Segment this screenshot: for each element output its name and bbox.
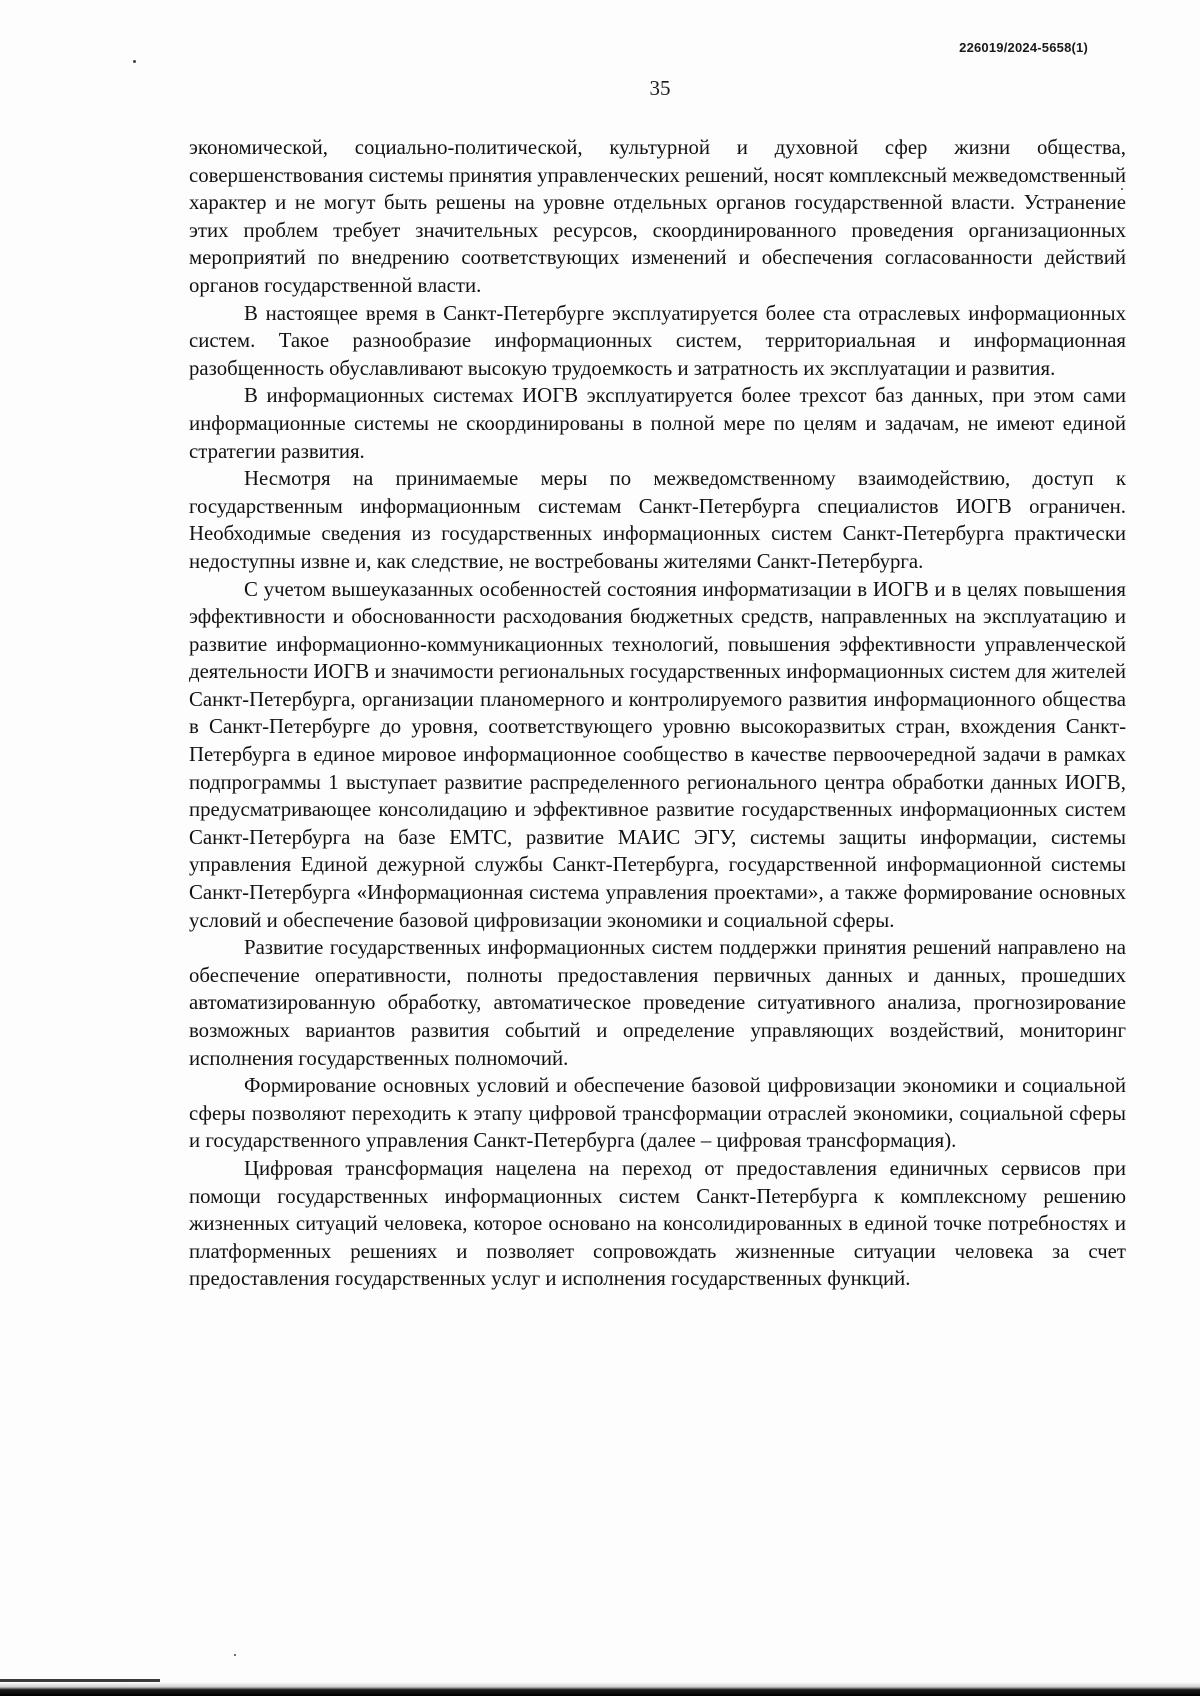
paragraph: С учетом вышеуказанных особенностей состояния информатизации в ИОГВ и в целях повышения эффективности и обоснованности расходования бюджетных средств, направленных на эксплуатацию и развитие информационно-коммуникационных технологий, повышения эффективности управленческой деятельности ИОГВ и значимости региональных государственных информационных систем для жителей Санкт-Петербурга, организации планомерного и контролируемого развития информационного общества в Санкт-Петербурге до уровня, соответствующего уровню высокоразвитых стран, вхождения Санкт-Петербурга в единое мировое информационное сообщество в качестве первоочередной задачи в рамках подпрограммы 1 выступает развитие распределенного регионального центра обработки данных ИОГВ, предусматривающее консолидацию и эффективное развитие государственных информационных систем Санкт-Петербурга на базе ЕМТС, развитие МАИС ЭГУ, системы защиты информации, системы управления Единой дежурной службы Санкт-Петербурга, государственной информационной системы Санкт-Петербурга «Информационная система управления проектами», а также формирование основных условий и обеспечение базовой цифровизации экономики и социальной сферы. (189, 577, 1126, 932)
scan-speck (133, 60, 136, 63)
paragraph: В настоящее время в Санкт-Петербурге эксплуатируется более ста отраслевых информационных систем. Такое разнообразие информационных систем, территориальная и информационная разобщенность обуславливают высокую трудоемкость и затратность их эксплуатации и развития. (189, 301, 1126, 380)
paragraph: В информационных системах ИОГВ эксплуатируется более трехсот баз данных, при этом сами информационные системы не скоординированы в полной мере по целям и задачам, не имеют единой стратегии развития. (189, 384, 1126, 463)
paragraph: Формирование основных условий и обеспечение базовой цифровизации экономики и социальной сферы позволяют переходить к этапу цифровой трансформации отраслей экономики, социальной сферы и государственного управления Санкт-Петербурга (далее – цифровая трансформация). (189, 1074, 1126, 1153)
page-number: 35 (649, 76, 671, 100)
paragraph: Развитие государственных информационных систем поддержки принятия решений направлено на обеспечение оперативности, полноты предоставления первичных данных и данных, прошедших автоматизированную обработку, автоматическое проведение ситуативного анализа, прогнозирование возможных вариантов развития событий и определение управляющих воздействий, мониторинг исполнения государственных полномочий. (189, 936, 1126, 1070)
scan-speck (234, 1654, 236, 1656)
document-registration-number: 226019/2024-5658(1) (959, 40, 1088, 55)
paragraph-continuation: экономической, социально-политической, культурной и духовной сфер жизни общества, совершенствования системы принятия управленческих решений, носят комплексный межведомственный характер и не могут быть решены на уровне отдельных органов государственной власти. Устранение этих проблем требует значительных ресурсов, скоординированного проведения организационных мероприятий по внедрению соответствующих изменений и обеспечения согласованности действий органов государственной власти. (189, 136, 1126, 297)
paragraph: Цифровая трансформация нацелена на переход от предоставления единичных сервисов при помощи государственных информационных систем Санкт-Петербурга к комплексному решению жизненных ситуаций человека, которое основано на консолидированных в единой точке потребностях и платформенных решениях и позволяет сопровождать жизненные ситуации человека за счет предоставления государственных услуг и исполнения государственных функций. (189, 1156, 1126, 1291)
scan-speck (1121, 188, 1123, 190)
paragraph: Несмотря на принимаемые меры по межведомственному взаимодействию, доступ к государственным информационным системам Санкт-Петербурга специалистов ИОГВ ограничен. Необходимые сведения из государственных информационных систем Санкт-Петербурга практически недоступны извне и, как следствие, не востребованы жителями Санкт-Петербурга. (189, 467, 1126, 573)
scan-bottom-edge (0, 1682, 1200, 1696)
document-body (189, 134, 1126, 1293)
